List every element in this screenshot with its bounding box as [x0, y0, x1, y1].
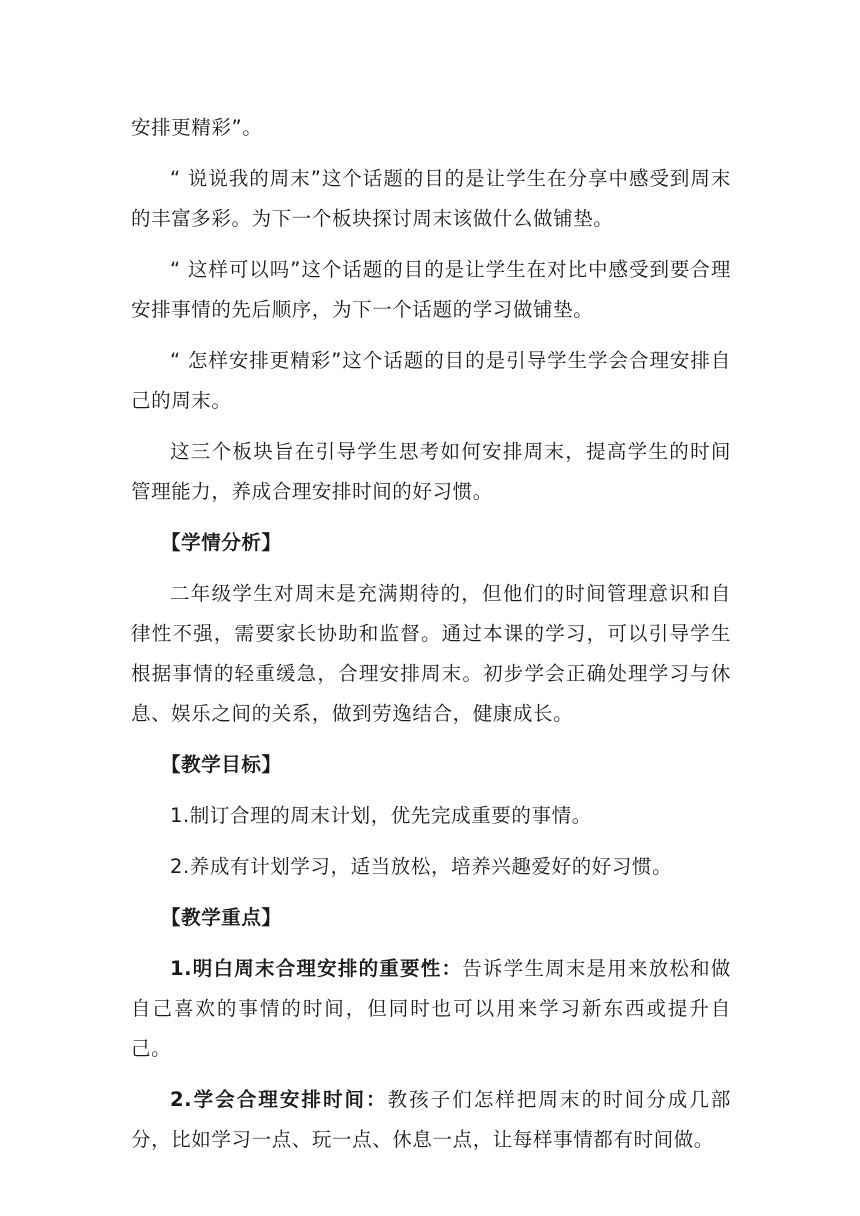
key-point-1: [131, 949, 731, 1069]
key-point-1-text: 告诉学生周末是用来放松和做自己喜欢的事情的时间，但同时也可以用来学习新东西或提升自己。: [131, 957, 731, 1060]
key-point-2-text: 教孩子们怎样把周末的时间分成几部分，比如学习一点、玩一点、休息一点，让每样事情都有时间做。: [131, 1088, 731, 1151]
section-heading-zhongdian: 【教学重点】: [161, 906, 282, 929]
paragraph-topic-3: “ 怎样安排更精彩”这个话题的目的是引导学生学会合理安排自己的周末。: [131, 349, 731, 412]
paragraph-topic-2: “ 这样可以吗”这个话题的目的是让学生在对比中感受到要合理安排事情的先后顺序，为下一个话题的学习做铺垫。: [131, 258, 731, 321]
key-point-2: [131, 1080, 731, 1160]
key-point-1-lead: 1.明白周末合理安排的重要性：: [170, 957, 463, 980]
paragraph-topic-1: “ 说说我的周末”这个话题的目的是让学生在分享中感受到周末的丰富多彩。为下一个板块探讨周末该做什么做铺垫。: [131, 167, 731, 230]
paragraph-xueqing-body: 二年级学生对周末是充满期待的，但他们的时间管理意识和自律性不强，需要家长协助和监督。通过本课的学习，可以引导学生根据事情的轻重缓急，合理安排周末。初步学会正确处理学习与休息、娱乐之间的关系，做到劳逸结合，健康成长。: [131, 582, 731, 725]
section-heading-mubiao: 【教学目标】: [161, 753, 282, 776]
paragraph-continuation: 安排更精彩”。: [131, 116, 263, 139]
section-heading-xueqing: 【学情分析】: [161, 531, 282, 554]
document-page: [131, 108, 731, 1160]
goal-item-1: 1.制订合理的周末计划，优先完成重要的事情。: [170, 804, 592, 827]
key-point-2-lead: 2.学会合理安排时间：: [170, 1088, 388, 1111]
goal-item-2: 2.养成有计划学习，适当放松，培养兴趣爱好的好习惯。: [170, 855, 673, 878]
paragraph-summary: 这三个板块旨在引导学生思考如何安排周末，提高学生的时间管理能力，养成合理安排时间的好习惯。: [131, 440, 731, 503]
